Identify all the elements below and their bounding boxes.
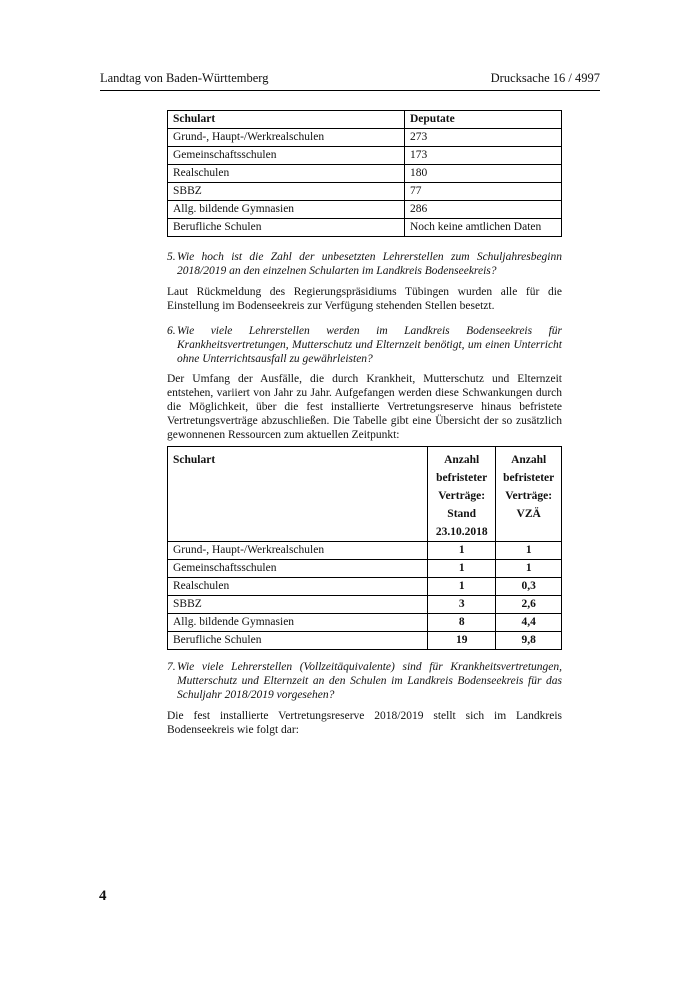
- table-row: [168, 129, 562, 147]
- table-cell: 4,4: [496, 614, 562, 632]
- question-number: 7.: [167, 661, 176, 673]
- table-cell: Berufliche Schulen: [168, 632, 428, 650]
- table-row: [168, 219, 562, 237]
- table-cell: 273: [405, 129, 562, 147]
- table-row: [168, 632, 562, 650]
- answer-7: Die fest installierte Vertretungsreserve 2018/2019 stellt sich im Landkreis Bodenseekreis wie folgt dar:: [167, 710, 562, 736]
- question-7: [167, 660, 562, 702]
- table-cell: 8: [428, 614, 496, 632]
- question-6: [167, 324, 562, 366]
- table-row: [168, 560, 562, 578]
- answer-5: Laut Rückmeldung des Regierungspräsidiums Tübingen wurden alle für die Einstellung im Bodenseekreis zur Verfügung stehenden Stellen besetzt.: [167, 286, 562, 312]
- table-cell: Grund-, Haupt-/Werkrealschulen: [168, 129, 405, 147]
- table-cell: SBBZ: [168, 596, 428, 614]
- column-header: Schulart: [168, 447, 428, 542]
- table-row: [168, 596, 562, 614]
- table-cell: 1: [496, 542, 562, 560]
- table-cell: 1: [428, 542, 496, 560]
- table-row: [168, 578, 562, 596]
- table-header-row: [168, 447, 562, 542]
- table-cell: 286: [405, 201, 562, 219]
- table-cell: Gemeinschaftsschulen: [168, 560, 428, 578]
- deputate-table: [167, 110, 562, 237]
- table-cell: 180: [405, 165, 562, 183]
- table-cell: 1: [428, 578, 496, 596]
- header-rule: [100, 90, 600, 91]
- question-5: [167, 250, 562, 278]
- table-cell: 3: [428, 596, 496, 614]
- table-cell: Grund-, Haupt-/Werkrealschulen: [168, 542, 428, 560]
- table-row: [168, 165, 562, 183]
- table-row: [168, 614, 562, 632]
- column-header: Schulart: [168, 111, 405, 129]
- table-cell: 2,6: [496, 596, 562, 614]
- page-number: 4: [99, 888, 107, 904]
- table-row: [168, 183, 562, 201]
- table-cell: 1: [428, 560, 496, 578]
- table-cell: Allg. bildende Gymnasien: [168, 614, 428, 632]
- column-header: Anzahl befristeter Verträge: VZÄ: [496, 447, 562, 542]
- header-left: Landtag von Baden-Württemberg: [100, 71, 269, 85]
- column-header: Deputate: [405, 111, 562, 129]
- table-cell: Berufliche Schulen: [168, 219, 405, 237]
- table-cell: 9,8: [496, 632, 562, 650]
- question-text: Wie viele Lehrerstellen werden im Landkreis Bodenseekreis für Krankheitsvertretungen, Mutterschutz und Elternzeit benötigt, um einen Unterricht ohne Unterrichtsausfall zu gewährleisten?: [177, 325, 562, 365]
- befristete-vertraege-table: [167, 446, 562, 650]
- table-row: [168, 147, 562, 165]
- column-header: Anzahl befristeter Verträge: Stand 23.10.2018: [428, 447, 496, 542]
- table-cell: 1: [496, 560, 562, 578]
- question-number: 6.: [167, 325, 176, 337]
- table-cell: Noch keine amtlichen Daten: [405, 219, 562, 237]
- table-cell: 19: [428, 632, 496, 650]
- table-row: [168, 201, 562, 219]
- question-text: Wie hoch ist die Zahl der unbesetzten Lehrerstellen zum Schuljahresbeginn 2018/2019 an den einzelnen Schularten im Landkreis Bodenseekreis?: [177, 251, 562, 277]
- question-text: Wie viele Lehrerstellen (Vollzeitäquivalente) sind für Krankheitsvertretungen, Mutterschutz und Elternzeit an den Schulen im Landkreis Bodenseekreis für das Schuljahr 2018/2019 vorgesehen?: [177, 661, 562, 701]
- table-cell: Gemeinschaftsschulen: [168, 147, 405, 165]
- answer-6: Der Umfang der Ausfälle, die durch Krankheit, Mutterschutz und Elternzeit entstehen, variiert von Jahr zu Jahr. Aufgefangen werden diese Schwankungen durch die Möglichkeit, über die fest installierte Vertretungsreserve hinaus befristete Vertretungsverträge abzuschließen. Die Tabelle gibt eine Übersicht der so zusätzlich gewonnenen Ressourcen zum aktuellen Zeitpunkt:: [167, 373, 562, 441]
- header-right: Drucksache 16 / 4997: [490, 71, 600, 85]
- table-row: [168, 542, 562, 560]
- table-header-row: [168, 111, 562, 129]
- table-cell: Allg. bildende Gymnasien: [168, 201, 405, 219]
- table-cell: Realschulen: [168, 165, 405, 183]
- table-cell: SBBZ: [168, 183, 405, 201]
- table-cell: 173: [405, 147, 562, 165]
- question-number: 5.: [167, 251, 176, 263]
- table-cell: Realschulen: [168, 578, 428, 596]
- table-cell: 77: [405, 183, 562, 201]
- table-cell: 0,3: [496, 578, 562, 596]
